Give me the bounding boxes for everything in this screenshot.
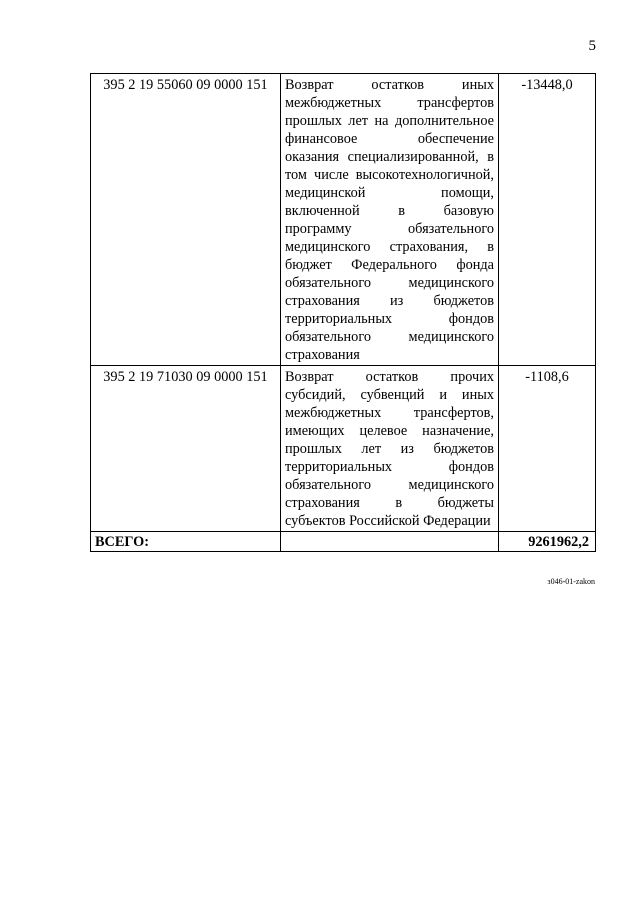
amount-cell: -13448,0	[499, 74, 596, 366]
document-id: з046-01-zakon	[547, 577, 595, 586]
budget-code-cell: 395 2 19 71030 09 0000 151	[91, 366, 281, 532]
total-label: ВСЕГО:	[91, 532, 281, 552]
budget-table	[90, 73, 596, 552]
total-empty-cell	[281, 532, 499, 552]
table-row	[91, 366, 596, 532]
total-row	[91, 532, 596, 552]
description-cell: Возврат остатков прочих субсидий, субвенций и иных межбюджетных трансфертов, имеющих целевое назначение, прошлых лет из бюджетов территориальных фондов обязательного медицинского страхования в бюджеты субъектов Российской Федерации	[281, 366, 499, 532]
budget-code-cell: 395 2 19 55060 09 0000 151	[91, 74, 281, 366]
page-number: 5	[588, 38, 596, 54]
amount-cell: -1108,6	[499, 366, 596, 532]
total-amount: 9261962,2	[499, 532, 596, 552]
table-row	[91, 74, 596, 366]
description-cell: Возврат остатков иных межбюджетных трансфертов прошлых лет на дополнительное финансовое обеспечение оказания специализированной, в том числе высокотехнологичной, медицинской помощи, включенной в базовую программу обязательного медицинского страхования, в бюджет Федерального фонда обязательного медицинского страхования из бюджетов территориальных фондов обязательного медицинского страхования	[281, 74, 499, 366]
